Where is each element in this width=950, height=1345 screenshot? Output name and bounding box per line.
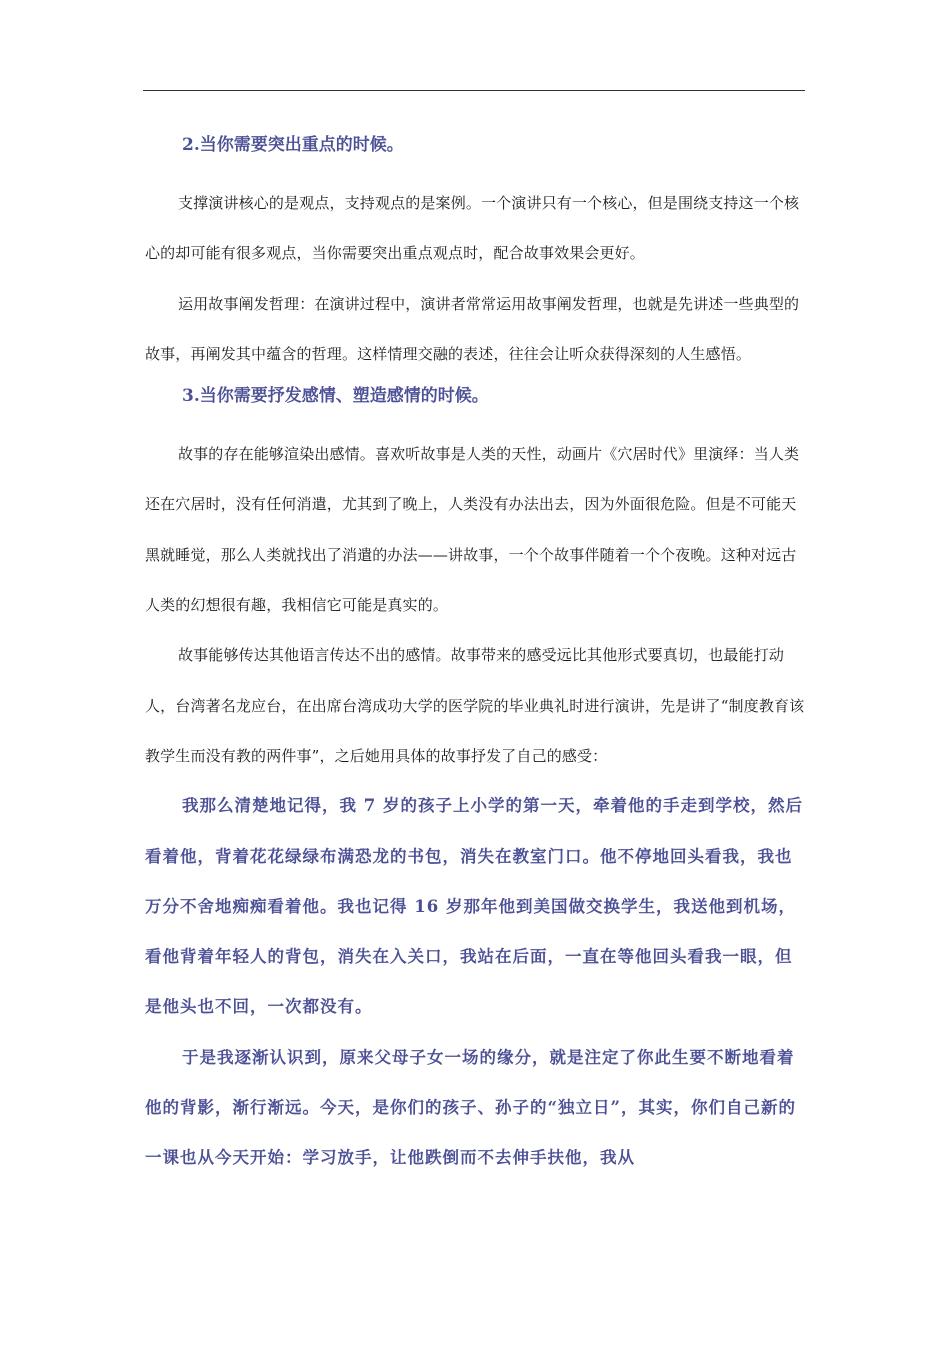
quote-paragraph: 于是我逐渐认识到，原来父母子女一场的缘分，就是注定了你此生要不断地看着他的背影，渐行渐远。今天，是你们的孩子、孙子的“独立日”，其实，你们自己新的一课也从今天开始：学习放手，让他跌倒而不去伸手扶他，我从 [145,1047,796,1168]
section-2-heading: 2.当你需要突出重点的时候。 [182,135,404,155]
body-paragraph: 支撑演讲核心的是观点，支持观点的是案例。一个演讲只有一个核心，但是围绕支持这一个核心的却可能有很多观点，当你需要突出重点观点时，配合故事效果会更好。 [145,194,800,263]
body-paragraph: 故事能够传达其他语言传达不出的感情。故事带来的感受远比其他形式要真切，也最能打动人，台湾著名龙应台，在出席台湾成功大学的医学院的毕业典礼时进行演讲，先是讲了“制度教育该教学生而没有教的两件事”，之后她用具体的故事抒发了自己的感受： [145,646,805,765]
section-3-heading: 3.当你需要抒发感情、塑造感情的时候。 [182,386,489,407]
document-body [145,128,805,1184]
header-rule [143,90,805,91]
body-paragraph: 运用故事阐发哲理：在演讲过程中，演讲者常常运用故事阐发哲理，也就是先讲述一些典型的故事，再阐发其中蕴含的哲理。这样情理交融的表述，往往会让听众获得深刻的人生感悟。 [145,294,800,363]
body-paragraph: 故事的存在能够渲染出感情。喜欢听故事是人类的天性，动画片《穴居时代》里演绎：当人类还在穴居时，没有任何消遣，尤其到了晚上，人类没有办法出去，因为外面很危险。但是不可能天黑就睡觉，那么人类就找出了消遣的办法——讲故事，一个个故事伴随着一个个夜晚。这种对远古人类的幻想很有趣，我相信它可能是真实的。 [145,445,800,615]
quote-paragraph: 我那么清楚地记得，我 7 岁的孩子上小学的第一天，牵着他的手走到学校，然后看着他，背着花花绿绿布满恐龙的书包，消失在教室门口。他不停地回头看我，我也万分不舍地痴痴看着他。我也记得 16 岁那年他到美国做交换学生，我送他到机场，看他背着年轻人的背包，消失在入关口，我站在后面，一直在等他回头看我一眼，但是他头也不回，一次都没有。 [145,796,803,1017]
